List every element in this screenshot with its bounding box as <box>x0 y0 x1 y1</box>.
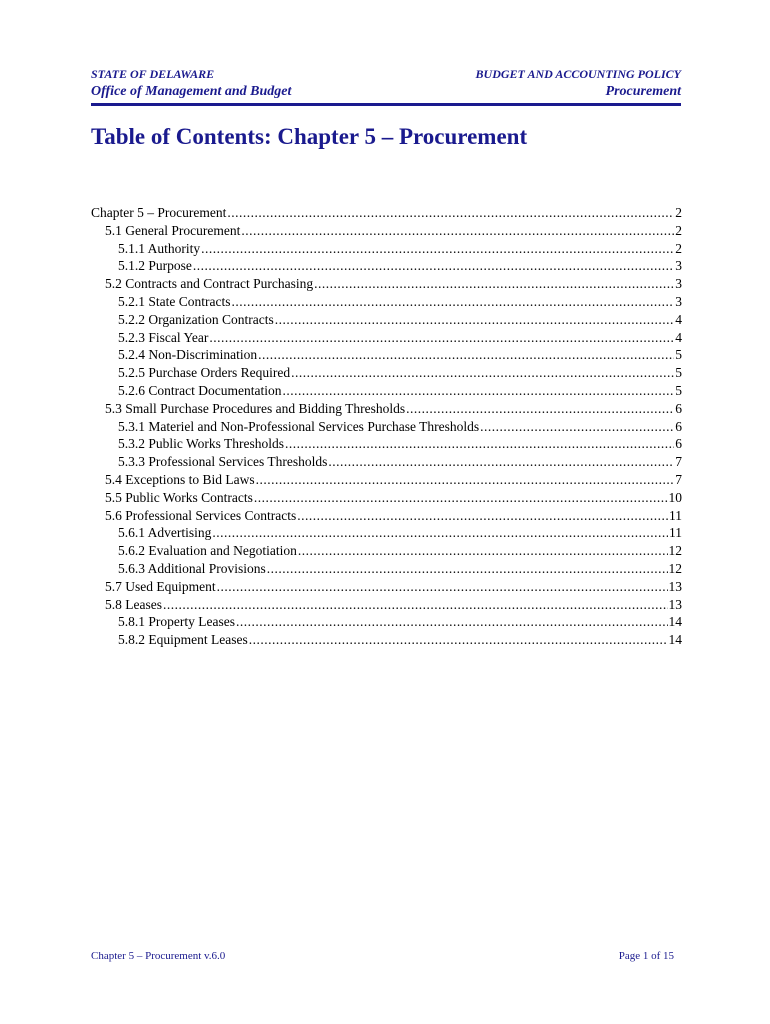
toc-entry-title: 5.6 Professional Services Contracts <box>105 507 297 523</box>
toc-entry-page: 14 <box>668 632 682 648</box>
header-section: Procurement <box>605 84 681 99</box>
toc-entry-page: 13 <box>668 596 682 612</box>
toc-entry-page: 4 <box>675 329 682 345</box>
toc-dot-leader <box>249 631 668 649</box>
toc-entry[interactable] <box>91 560 682 578</box>
toc-dot-leader <box>275 311 675 329</box>
toc-dot-leader <box>256 471 675 489</box>
toc-dot-leader <box>193 257 674 275</box>
header-left <box>91 66 291 101</box>
page-title: Table of Contents: Chapter 5 – Procurement <box>91 124 528 149</box>
toc-entry-title: 5.2.4 Non-Discrimination <box>118 347 258 363</box>
toc-entry-title: 5.7 Used Equipment <box>105 578 216 594</box>
toc-entry-title: 5.3.1 Materiel and Non-Professional Services Purchase Thresholds <box>118 418 480 434</box>
toc-entry[interactable] <box>91 364 682 382</box>
page-header <box>91 66 681 106</box>
toc-dot-leader <box>254 489 668 507</box>
toc-dot-leader <box>163 596 668 614</box>
footer-page-number: Page 1 of 15 <box>618 950 674 962</box>
header-state: STATE OF DELAWARE <box>91 67 215 81</box>
toc-entry-page: 7 <box>675 471 682 487</box>
toc-dot-leader <box>231 293 674 311</box>
toc-entry[interactable] <box>91 240 682 258</box>
toc-entry[interactable] <box>91 311 682 329</box>
toc-entry[interactable] <box>91 293 682 311</box>
toc-dot-leader <box>285 435 674 453</box>
toc-entry-title: 5.6.3 Additional Provisions <box>118 560 266 576</box>
toc-entry-title: 5.4 Exceptions to Bid Laws <box>105 471 255 487</box>
toc-entry-title: 5.8.2 Equipment Leases <box>118 632 248 648</box>
toc-entry[interactable] <box>91 489 682 507</box>
toc-entry[interactable] <box>91 507 682 525</box>
toc-dot-leader <box>298 542 668 560</box>
table-of-contents <box>91 204 682 649</box>
toc-dot-leader <box>282 382 674 400</box>
toc-entry-page: 3 <box>675 276 682 292</box>
toc-entry-title: 5.2 Contracts and Contract Purchasing <box>105 276 314 292</box>
toc-dot-leader <box>267 560 668 578</box>
toc-entry-title: 5.8 Leases <box>105 596 162 612</box>
toc-dot-leader <box>227 204 674 222</box>
footer-chapter: Chapter 5 – Procurement v.6.0 <box>91 950 226 962</box>
toc-entry[interactable] <box>91 435 682 453</box>
toc-dot-leader <box>297 507 668 525</box>
toc-entry-page: 2 <box>675 222 682 238</box>
toc-entry-page: 6 <box>675 436 682 452</box>
toc-entry-title: Chapter 5 – Procurement <box>91 205 227 220</box>
toc-entry-page: 12 <box>668 543 682 559</box>
toc-entry[interactable] <box>91 346 682 364</box>
toc-dot-leader <box>201 240 674 258</box>
toc-entry-page: 12 <box>668 560 682 576</box>
toc-entry[interactable] <box>91 578 682 596</box>
toc-entry-title: 5.2.2 Organization Contracts <box>118 311 274 327</box>
toc-entry-page: 3 <box>675 258 682 274</box>
toc-dot-leader <box>314 275 674 293</box>
toc-entry[interactable] <box>91 613 682 631</box>
toc-entry-title: 5.1.1 Authority <box>118 240 201 256</box>
toc-dot-leader <box>328 453 674 471</box>
toc-dot-leader <box>258 346 674 364</box>
toc-entry-page: 3 <box>675 293 682 309</box>
toc-entry[interactable] <box>91 222 682 240</box>
toc-dot-leader <box>480 418 674 436</box>
toc-dot-leader <box>236 613 668 631</box>
toc-entry-page: 5 <box>675 382 682 398</box>
toc-entry[interactable] <box>91 418 682 436</box>
toc-entry-page: 6 <box>675 418 682 434</box>
toc-entry[interactable] <box>91 400 682 418</box>
toc-entry-page: 5 <box>675 365 682 381</box>
toc-entry-page: 4 <box>675 311 682 327</box>
toc-entry-page: 13 <box>668 578 682 594</box>
toc-entry-title: 5.3.2 Public Works Thresholds <box>118 436 285 452</box>
toc-entry[interactable] <box>91 453 682 471</box>
toc-entry-page: 11 <box>669 525 682 541</box>
toc-entry-title: 5.6.1 Advertising <box>118 525 212 541</box>
toc-entry-page: 6 <box>675 400 682 416</box>
toc-dot-leader <box>406 400 674 418</box>
toc-entry[interactable] <box>91 631 682 649</box>
toc-entry-page: 2 <box>675 240 682 256</box>
toc-entry[interactable] <box>91 275 682 293</box>
toc-entry[interactable] <box>91 257 682 275</box>
header-policy: BUDGET AND ACCOUNTING POLICY <box>475 67 681 81</box>
toc-entry-title: 5.3.3 Professional Services Thresholds <box>118 454 328 470</box>
header-office: Office of Management and Budget <box>91 84 292 99</box>
toc-entry-page: 10 <box>668 489 682 505</box>
toc-entry-title: 5.6.2 Evaluation and Negotiation <box>118 543 297 559</box>
toc-entry-page: 2 <box>675 205 682 220</box>
header-rule <box>91 103 681 106</box>
toc-entry-page: 5 <box>675 347 682 363</box>
toc-entry-page: 11 <box>669 507 682 523</box>
header-right <box>476 66 681 101</box>
toc-entry-title: 5.2.3 Fiscal Year <box>118 329 209 345</box>
toc-entry-title: 5.2.1 State Contracts <box>118 293 231 309</box>
toc-dot-leader <box>241 222 674 240</box>
toc-dot-leader <box>217 578 668 596</box>
toc-entry-title: 5.2.5 Purchase Orders Required <box>118 365 291 381</box>
toc-entry-title: 5.3 Small Purchase Procedures and Bidding Thresholds <box>105 400 406 416</box>
toc-entry[interactable] <box>91 596 682 614</box>
toc-entry-title: 5.5 Public Works Contracts <box>105 489 253 505</box>
toc-entry[interactable] <box>91 524 682 542</box>
toc-entry[interactable] <box>91 329 682 347</box>
toc-entry-page: 7 <box>675 454 682 470</box>
toc-entry-page: 14 <box>668 614 682 630</box>
toc-entry-title: 5.1 General Procurement <box>105 222 241 238</box>
toc-dot-leader <box>212 524 668 542</box>
toc-entry-title: 5.8.1 Property Leases <box>118 614 235 630</box>
toc-entry-title: 5.1.2 Purpose <box>118 258 192 274</box>
toc-entry[interactable] <box>91 471 682 489</box>
toc-entry[interactable] <box>91 382 682 400</box>
toc-entry-title: 5.2.6 Contract Documentation <box>118 382 282 398</box>
toc-dot-leader <box>209 329 674 347</box>
toc-entry[interactable] <box>91 204 682 222</box>
toc-dot-leader <box>291 364 674 382</box>
toc-entry[interactable] <box>91 542 682 560</box>
